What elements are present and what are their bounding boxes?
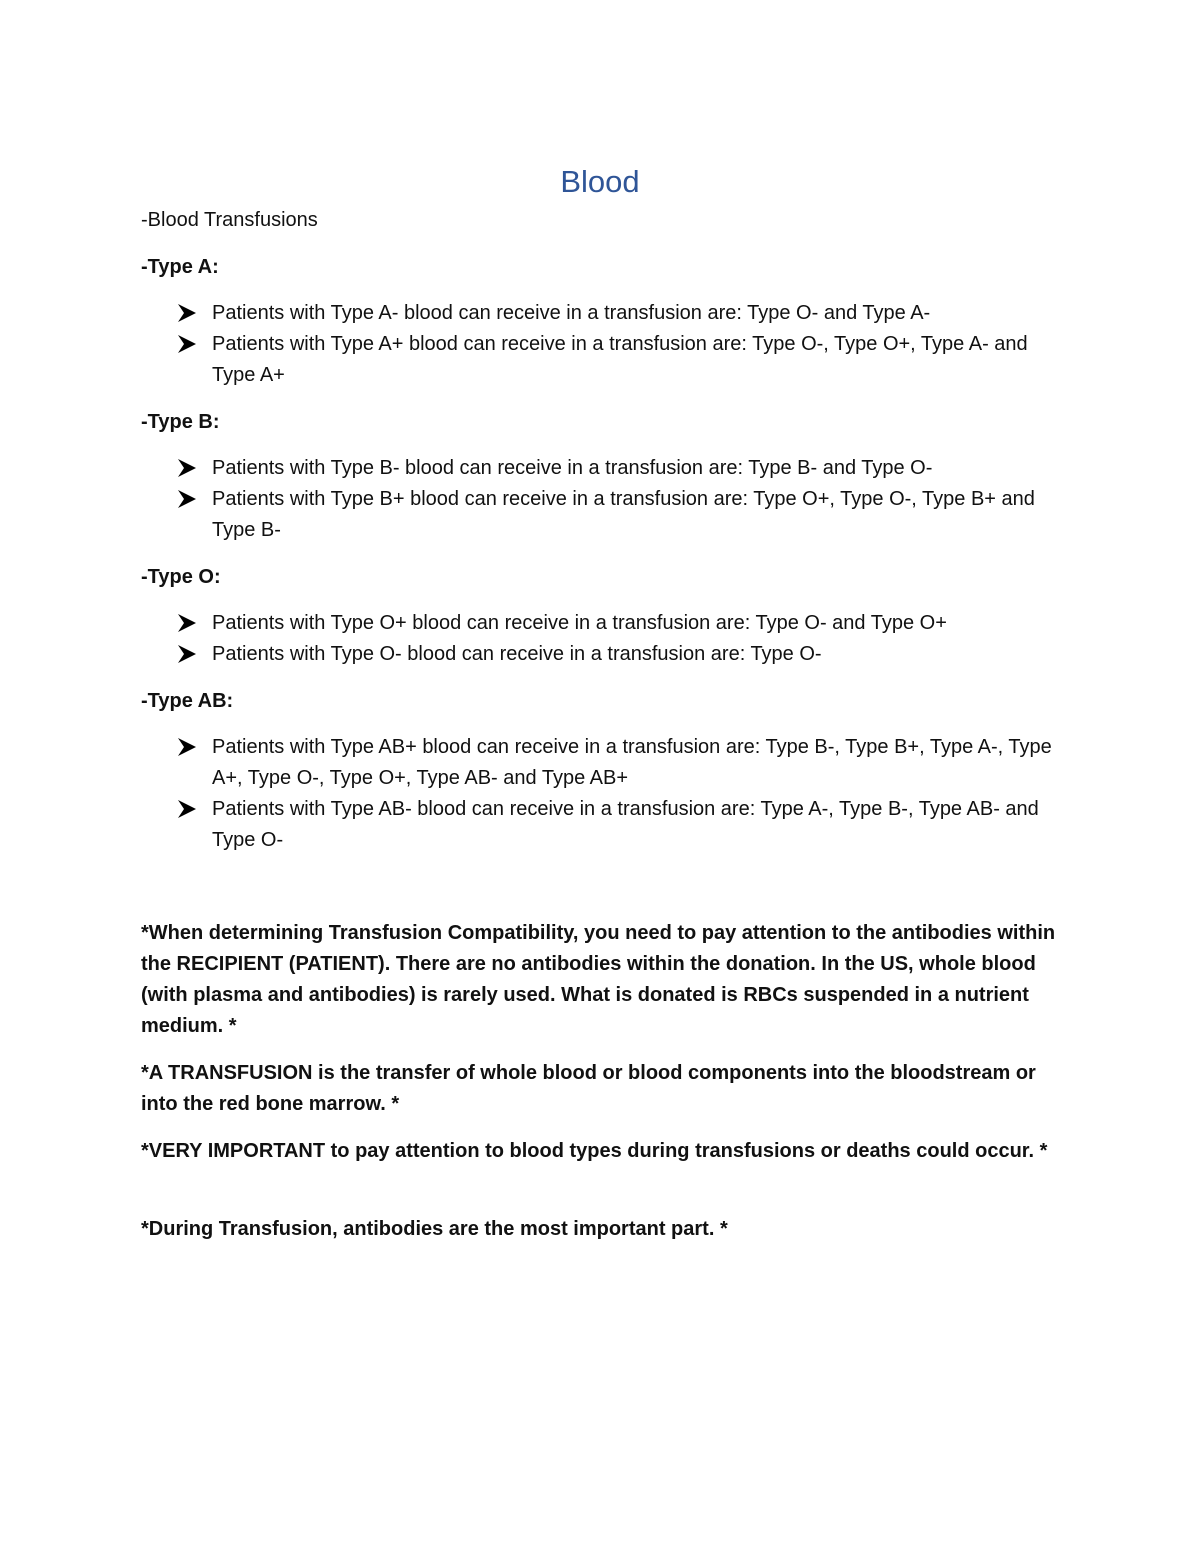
arrowhead-bullet-icon: [176, 612, 198, 634]
arrowhead-bullet-icon: [176, 302, 198, 324]
arrowhead-bullet-icon: [176, 488, 198, 510]
list-item-text: Patients with Type O+ blood can receive in a transfusion are: Type O- and Type O+: [212, 612, 947, 634]
section-heading-type-a: -Type A:: [141, 256, 219, 278]
arrowhead-bullet-icon: [176, 457, 198, 479]
section-heading-type-o: -Type O:: [141, 566, 221, 588]
list-item-text: Patients with Type A- blood can receive in a transfusion are: Type O- and Type A-: [212, 302, 931, 324]
note-very-important: *VERY IMPORTANT to pay attention to blood types during transfusions or deaths could occur. *: [141, 1140, 1048, 1162]
arrowhead-bullet-icon: [176, 333, 198, 355]
section-heading-type-b: -Type B:: [141, 411, 220, 433]
list-item-text: Patients with Type O- blood can receive in a transfusion are: Type O-: [212, 643, 822, 665]
document-title: Blood: [560, 164, 640, 199]
arrowhead-bullet-icon: [176, 798, 198, 820]
list-item-text: Patients with Type AB- blood can receive in a transfusion are: Type A-, Type B-, Type AB- and Type O-: [212, 798, 1039, 851]
list-item: [176, 329, 1056, 391]
arrowhead-bullet-icon: [176, 736, 198, 758]
document-subtitle: -Blood Transfusions: [141, 209, 318, 231]
list-item-text: Patients with Type B- blood can receive in a transfusion are: Type B- and Type O-: [212, 457, 933, 479]
list-item: [176, 608, 1056, 639]
list-item-text: Patients with Type B+ blood can receive in a transfusion are: Type O+, Type O-, Type B+ and Type B-: [212, 488, 1035, 541]
note-transfusion-compatibility: *When determining Transfusion Compatibility, you need to pay attention to the antibodies within the RECIPIENT (PATIENT). There are no antibodies within the donation. In the US, whole blood (with plasma and antibodies) is rarely used. What is donated is RBCs suspended in a nutrient medium. *: [141, 922, 1056, 1037]
arrowhead-bullet-icon: [176, 643, 198, 665]
note-antibodies-important: *During Transfusion, antibodies are the most important part. *: [141, 1218, 728, 1240]
list-item: [176, 639, 1056, 670]
list-item-text: Patients with Type AB+ blood can receive in a transfusion are: Type B-, Type B+, Type A-, Type A+, Type O-, Type O+, Type AB- and Type AB+: [212, 736, 1052, 789]
list-item: [176, 484, 1056, 546]
list-item: [176, 298, 1056, 329]
list-item: [176, 794, 1056, 856]
note-transfusion-definition: *A TRANSFUSION is the transfer of whole blood or blood components into the bloodstream or into the red bone marrow. *: [141, 1062, 1036, 1115]
list-item: [176, 732, 1056, 794]
list-item: [176, 453, 1056, 484]
list-item-text: Patients with Type A+ blood can receive in a transfusion are: Type O-, Type O+, Type A- and Type A+: [212, 333, 1028, 386]
section-heading-type-ab: -Type AB:: [141, 690, 234, 712]
